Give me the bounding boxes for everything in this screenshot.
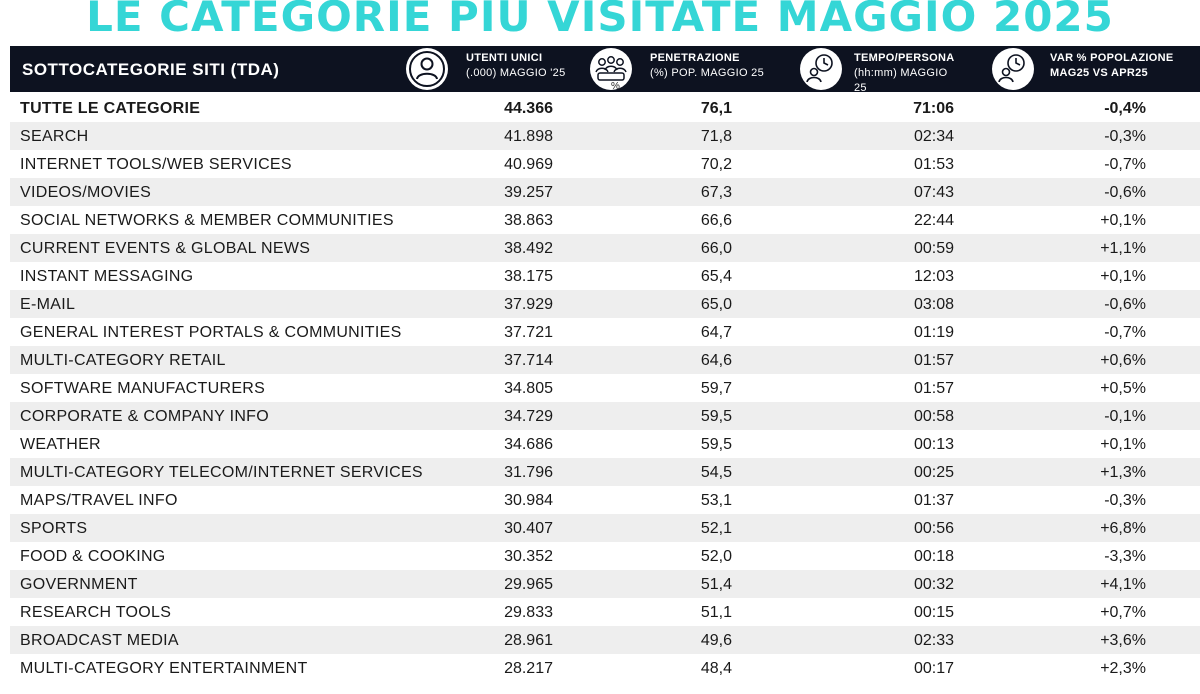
unique-users-value: 30.984 — [504, 492, 553, 509]
header-time-l2: (hh:mm) MAGGIO — [854, 67, 948, 79]
variation-value: +0,1% — [1100, 212, 1146, 229]
variation-value: +1,1% — [1100, 240, 1146, 257]
table-row — [10, 542, 1200, 570]
category-name: BROADCAST MEDIA — [20, 632, 179, 649]
variation-value: -0,7% — [1104, 156, 1146, 173]
variation-value: -0,6% — [1104, 184, 1146, 201]
penetration-value: 49,6 — [700, 632, 732, 649]
unique-users-value: 40.969 — [504, 156, 553, 173]
variation-value: +6,8% — [1100, 520, 1146, 537]
user-icon — [406, 48, 448, 90]
category-name: E-MAIL — [20, 296, 76, 313]
variation-value: +0,6% — [1100, 352, 1146, 369]
table-row — [10, 150, 1200, 178]
unique-users-value: 37.721 — [504, 324, 553, 341]
unique-users-value: 37.714 — [504, 352, 553, 369]
category-name: SOFTWARE MANUFACTURERS — [20, 380, 266, 397]
variation-value: -0,1% — [1104, 408, 1146, 425]
variation-value: -0,4% — [1104, 100, 1146, 117]
penetration-value: 76,1 — [700, 100, 732, 117]
category-name: MULTI-CATEGORY RETAIL — [20, 352, 226, 369]
category-name: MULTI-CATEGORY TELECOM/INTERNET SERVICES — [20, 464, 423, 481]
table-row — [10, 486, 1200, 514]
time-per-person-value: 00:32 — [913, 576, 954, 593]
time-per-person-value: 01:37 — [913, 492, 954, 509]
penetration-value: 71,8 — [700, 128, 732, 145]
percent-symbol: % — [611, 81, 620, 92]
category-name: SEARCH — [20, 128, 89, 145]
time-per-person-value: 07:43 — [913, 184, 954, 201]
unique-users-value: 30.407 — [504, 520, 553, 537]
variation-value: -0,6% — [1104, 296, 1146, 313]
table-row — [10, 626, 1200, 654]
category-name: GENERAL INTEREST PORTALS & COMMUNITIES — [20, 324, 402, 341]
unique-users-value: 38.175 — [504, 268, 553, 285]
unique-users-value: 28.217 — [504, 660, 553, 677]
unique-users-value: 28.961 — [504, 632, 553, 649]
table-row-total — [10, 94, 1200, 122]
time-per-person-value: 02:33 — [913, 632, 954, 649]
table-row — [10, 346, 1200, 374]
penetration-value: 59,5 — [700, 436, 732, 453]
header-time-l3: 25 — [854, 82, 867, 91]
variation-value: +1,3% — [1100, 464, 1146, 481]
header-penetration-l2: (%) POP. MAGGIO 25 — [650, 67, 765, 79]
unique-users-value: 44.366 — [504, 100, 553, 117]
penetration-value: 65,4 — [700, 268, 732, 285]
variation-value: -0,3% — [1104, 492, 1146, 509]
category-name: GOVERNMENT — [20, 576, 138, 593]
time-per-person-value: 00:18 — [913, 548, 954, 565]
category-name: INTERNET TOOLS/WEB SERVICES — [20, 156, 292, 173]
penetration-value: 52,1 — [700, 520, 732, 537]
variation-value: +0,7% — [1100, 604, 1146, 621]
category-name: TUTTE LE CATEGORIE — [20, 100, 201, 117]
category-name: MULTI-CATEGORY ENTERTAINMENT — [20, 660, 308, 677]
header-penetration-l1: PENETRAZIONE — [650, 52, 740, 64]
penetration-value: 51,1 — [700, 604, 732, 621]
header-unique-users-l2: (.000) MAGGIO '25 — [466, 67, 566, 79]
variation-value: +3,6% — [1100, 632, 1146, 649]
header-var-l1: VAR % POPOLAZIONE — [1050, 52, 1174, 64]
category-name: SPORTS — [20, 520, 88, 537]
variation-value: +0,5% — [1100, 380, 1146, 397]
unique-users-value: 39.257 — [504, 184, 553, 201]
category-name: RESEARCH TOOLS — [20, 604, 172, 621]
time-per-person-value: 00:56 — [913, 520, 954, 537]
header-time-l1: TEMPO/PERSONA — [854, 52, 955, 64]
table-row — [10, 598, 1200, 626]
variation-value: -0,3% — [1104, 128, 1146, 145]
variation-value: -0,7% — [1104, 324, 1146, 341]
table-row — [10, 262, 1200, 290]
table-row — [10, 122, 1200, 150]
header-time-per-person — [854, 51, 954, 91]
unique-users-value: 34.805 — [504, 380, 553, 397]
table-row — [10, 234, 1200, 262]
penetration-value: 66,6 — [700, 212, 732, 229]
table-row — [10, 654, 1200, 682]
unique-users-value: 29.965 — [504, 576, 553, 593]
table-row — [10, 290, 1200, 318]
time-per-person-value: 12:03 — [913, 268, 954, 285]
category-name: CORPORATE & COMPANY INFO — [20, 408, 270, 425]
table-header — [10, 46, 1200, 92]
penetration-value: 48,4 — [700, 660, 732, 677]
user-clock-icon — [800, 48, 842, 90]
table-row — [10, 318, 1200, 346]
penetration-value: 64,7 — [700, 324, 732, 341]
penetration-value: 59,5 — [700, 408, 732, 425]
penetration-value: 70,2 — [700, 156, 732, 173]
time-per-person-value: 00:13 — [913, 436, 954, 453]
table-row — [10, 402, 1200, 430]
table-row — [10, 178, 1200, 206]
penetration-value: 65,0 — [700, 296, 732, 313]
header-subcategories: SOTTOCATEGORIE SITI (TDA) — [22, 60, 280, 79]
unique-users-value: 30.352 — [504, 548, 553, 565]
time-per-person-value: 00:58 — [913, 408, 954, 425]
time-per-person-value: 01:19 — [913, 324, 954, 341]
unique-users-value: 34.686 — [504, 436, 553, 453]
variation-value: +0,1% — [1100, 436, 1146, 453]
category-name: SOCIAL NETWORKS & MEMBER COMMUNITIES — [20, 212, 394, 229]
time-per-person-value: 01:53 — [913, 156, 954, 173]
penetration-value: 64,6 — [700, 352, 732, 369]
variation-value: -3,3% — [1104, 548, 1146, 565]
penetration-value: 59,7 — [700, 380, 732, 397]
time-per-person-value: 71:06 — [913, 100, 954, 117]
unique-users-value: 38.492 — [504, 240, 553, 257]
time-per-person-value: 22:44 — [913, 212, 954, 229]
variation-value: +2,3% — [1100, 660, 1146, 677]
category-name: INSTANT MESSAGING — [20, 268, 194, 285]
table-body — [10, 94, 1200, 682]
page-title: LE CATEGORIE PIU VISITATE MAGGIO 2025 — [86, 0, 1114, 41]
unique-users-value: 31.796 — [504, 464, 553, 481]
time-per-person-value: 00:17 — [913, 660, 954, 677]
user-clock-icon — [992, 48, 1034, 90]
table-row — [10, 570, 1200, 598]
category-name: WEATHER — [20, 436, 101, 453]
header-unique-users — [466, 51, 566, 91]
table-row — [10, 430, 1200, 458]
table-row — [10, 374, 1200, 402]
unique-users-value: 38.863 — [504, 212, 553, 229]
penetration-value: 67,3 — [700, 184, 732, 201]
header-unique-users-l1: UTENTI UNICI — [466, 52, 543, 64]
unique-users-value: 29.833 — [504, 604, 553, 621]
category-name: FOOD & COOKING — [20, 548, 166, 565]
header-var-l2: MAG25 VS APR25 — [1050, 67, 1148, 79]
time-per-person-value: 00:59 — [913, 240, 954, 257]
time-per-person-value: 00:25 — [913, 464, 954, 481]
variation-value: +4,1% — [1100, 576, 1146, 593]
category-name: MAPS/TRAVEL INFO — [20, 492, 178, 509]
variation-value: +0,1% — [1100, 268, 1146, 285]
table-row — [10, 458, 1200, 486]
penetration-value: 52,0 — [700, 548, 732, 565]
unique-users-value: 41.898 — [504, 128, 553, 145]
table-row — [10, 514, 1200, 542]
penetration-value: 53,1 — [700, 492, 732, 509]
table-row — [10, 206, 1200, 234]
category-name: VIDEOS/MOVIES — [20, 184, 152, 201]
penetration-value: 54,5 — [700, 464, 732, 481]
penetration-value: 51,4 — [700, 576, 732, 593]
time-per-person-value: 01:57 — [913, 352, 954, 369]
unique-users-value: 34.729 — [504, 408, 553, 425]
time-per-person-value: 00:15 — [913, 604, 954, 621]
header-population-variation — [1050, 51, 1173, 91]
category-name: CURRENT EVENTS & GLOBAL NEWS — [20, 240, 311, 257]
penetration-value: 66,0 — [700, 240, 732, 257]
header-penetration — [650, 51, 764, 91]
unique-users-value: 37.929 — [504, 296, 553, 313]
time-per-person-value: 03:08 — [913, 296, 954, 313]
time-per-person-value: 01:57 — [913, 380, 954, 397]
time-per-person-value: 02:34 — [913, 128, 954, 145]
